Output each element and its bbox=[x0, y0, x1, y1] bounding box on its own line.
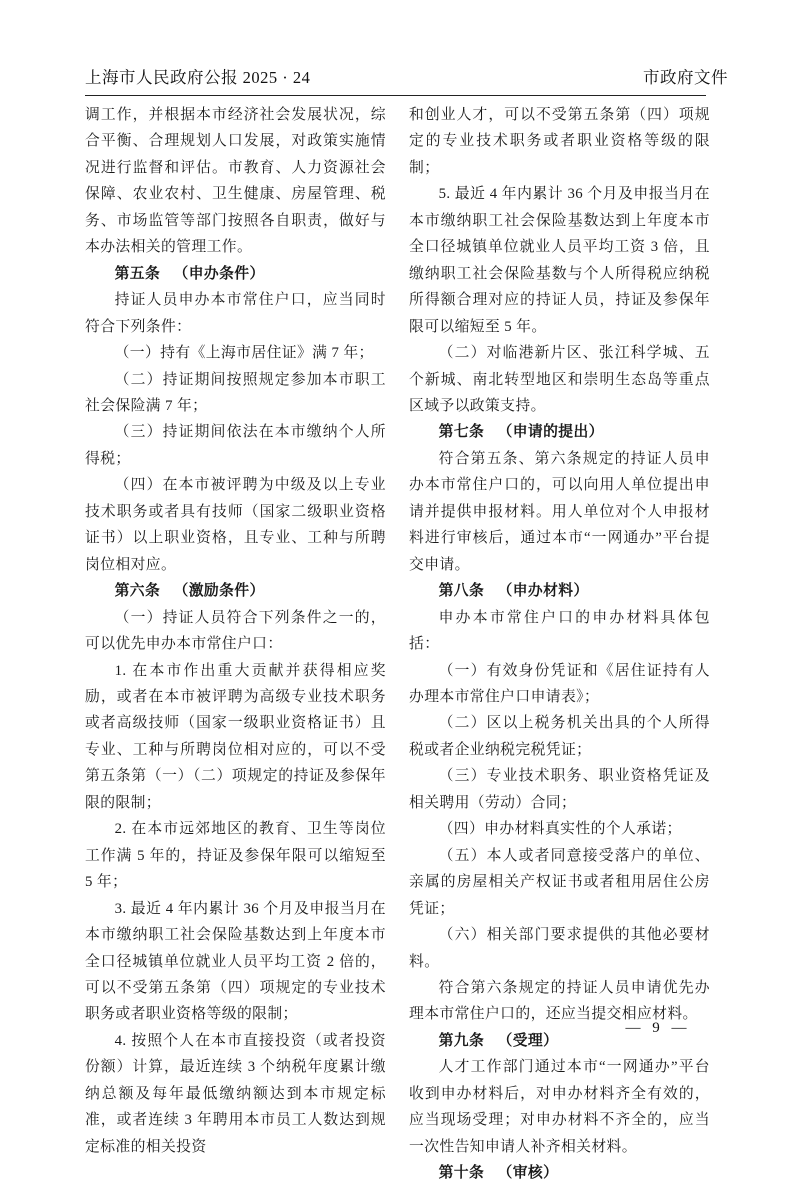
paragraph: 5. 最近 4 年内累计 36 个月及申报当月在本市缴纳职工社会保险基数达到上年度本市全口径城镇单位就业人员平均工资 3 倍，且缴纳职工社会保险基数与个人所得税应纳税所得额合理对应的持证人员，持证及参保年限可以缩短至 5 年。 bbox=[409, 186, 710, 335]
paragraph: （一）持有《上海市居住证》满 7 年； bbox=[114, 345, 374, 362]
article-title: （申请的提出） bbox=[497, 424, 604, 441]
paragraph: （二）持证期间按照规定参加本市职工社会保险满 7 年； bbox=[85, 371, 386, 414]
running-header bbox=[85, 64, 728, 88]
article-number: 第六条 bbox=[114, 583, 161, 600]
article-number: 第五条 bbox=[114, 265, 161, 282]
article-number: 第九条 bbox=[438, 1032, 485, 1049]
article-title: （受理） bbox=[497, 1032, 559, 1049]
page-number: — 9 — bbox=[625, 1020, 691, 1036]
article-heading bbox=[85, 578, 386, 604]
paragraph: 1. 在本市作出重大贡献并获得相应奖励，或者在本市被评聘为高级专业技术职务或者高级技师（国家一级职业资格证书）且专业、工种与所聘岗位相对应的，可以不受第五条第（一）（二）项规定的持证及参保年限的限制； bbox=[85, 662, 386, 811]
paragraph: （二）对临港新片区、张江科学城、五个新城、南北转型地区和崇明生态岛等重点区域予以政策支持。 bbox=[409, 345, 710, 414]
paragraph-continuation: 调工作，并根据本市经济社会发展状况，综合平衡、合理规划人口发展，对政策实施情况进行监督和评估。市教育、人力资源社会保障、农业农村、卫生健康、房屋管理、税务、市场监管等部门按照各自职责，做好与本办法相关的管理工作。 bbox=[85, 107, 386, 256]
article-heading bbox=[409, 578, 710, 604]
article-title: （申办材料） bbox=[497, 583, 589, 600]
article-heading bbox=[85, 261, 386, 287]
paragraph: 符合第六条规定的持证人员申请优先办理本市常住户口的，还应当提交相应材料。 bbox=[409, 979, 710, 1023]
paragraph: （二）区以上税务机关出具的个人所得税或者企业纳税完税凭证； bbox=[409, 715, 710, 758]
paragraph: （一）有效身份凭证和《居住证持有人办理本市常住户口申请表》； bbox=[409, 662, 710, 705]
paragraph: 申办本市常住户口的申办材料具体包括： bbox=[409, 609, 710, 653]
paragraph: 2. 在本市远郊地区的教育、卫生等岗位工作满 5 年的，持证及参保年限可以缩短至 5 年； bbox=[85, 821, 386, 891]
article-title: （申办条件） bbox=[173, 265, 265, 282]
paragraph: （一）持证人员符合下列条件之一的，可以优先申办本市常住户口： bbox=[85, 609, 386, 653]
paragraph: 3. 最近 4 年内累计 36 个月及申报当月在本市缴纳职工社会保险基数达到上年度本市全口径城镇单位就业人员平均工资 2 倍的，可以不受第五条第（四）项规定的专业技术职务或者职业资格等级的限制； bbox=[85, 900, 386, 1023]
article-title: （审核） bbox=[497, 1165, 559, 1182]
article-title: （激励条件） bbox=[173, 583, 265, 600]
section-label: 市政府文件 bbox=[643, 68, 728, 87]
column-left bbox=[85, 102, 386, 1187]
paragraph: （五）本人或者同意接受落户的单位、亲属的房屋相关产权证书或者租用居住公房凭证； bbox=[409, 847, 710, 917]
article-number: 第八条 bbox=[438, 583, 485, 600]
article-number: 第十条 bbox=[438, 1165, 485, 1182]
article-heading bbox=[409, 1160, 710, 1186]
article-heading bbox=[409, 419, 710, 445]
paragraph: 4. 按照个人在本市直接投资（或者投资份额）计算，最近连续 3 个纳税年度累计缴纳总额及每年最低缴纳额达到本市规定标准，或者连续 3 年聘用本市员工人数达到规定标准的相关投资 bbox=[85, 1032, 386, 1155]
header-rule bbox=[85, 95, 706, 96]
gazette-title: 上海市人民政府公报 2025 · 24 bbox=[85, 68, 311, 87]
paragraph: 人才工作部门通过本市“一网通办”平台收到申办材料后，对申办材料齐全有效的，应当现场受理；对申办材料不齐全的，应当一次性告知申请人补齐相关材料。 bbox=[409, 1059, 710, 1155]
paragraph: 符合第五条、第六条规定的持证人员申办本市常住户口的，可以向用人单位提出申请并提供申报材料。用人单位对个人申报材料进行审核后，通过本市“一网通办”平台提交申请。 bbox=[409, 450, 710, 573]
paragraph: （三）持证期间依法在本市缴纳个人所得税； bbox=[85, 424, 386, 467]
paragraph: （四）申办材料真实性的个人承诺； bbox=[438, 821, 682, 838]
paragraph: （四）在本市被评聘为中级及以上专业技术职务或者具有技师（国家二级职业资格证书）以上职业资格，且专业、工种与所聘岗位相对应。 bbox=[85, 477, 386, 573]
paragraph-continuation: 和创业人才，可以不受第五条第（四）项规定的专业技术职务或者职业资格等级的限制； bbox=[409, 107, 710, 176]
article-number: 第七条 bbox=[438, 424, 485, 441]
paragraph: （三）专业技术职务、职业资格凭证及相关聘用（劳动）合同； bbox=[409, 768, 710, 811]
paragraph: （六）相关部门要求提供的其他必要材料。 bbox=[409, 927, 710, 970]
paragraph: 持证人员申办本市常住户口，应当同时符合下列条件： bbox=[85, 292, 386, 335]
